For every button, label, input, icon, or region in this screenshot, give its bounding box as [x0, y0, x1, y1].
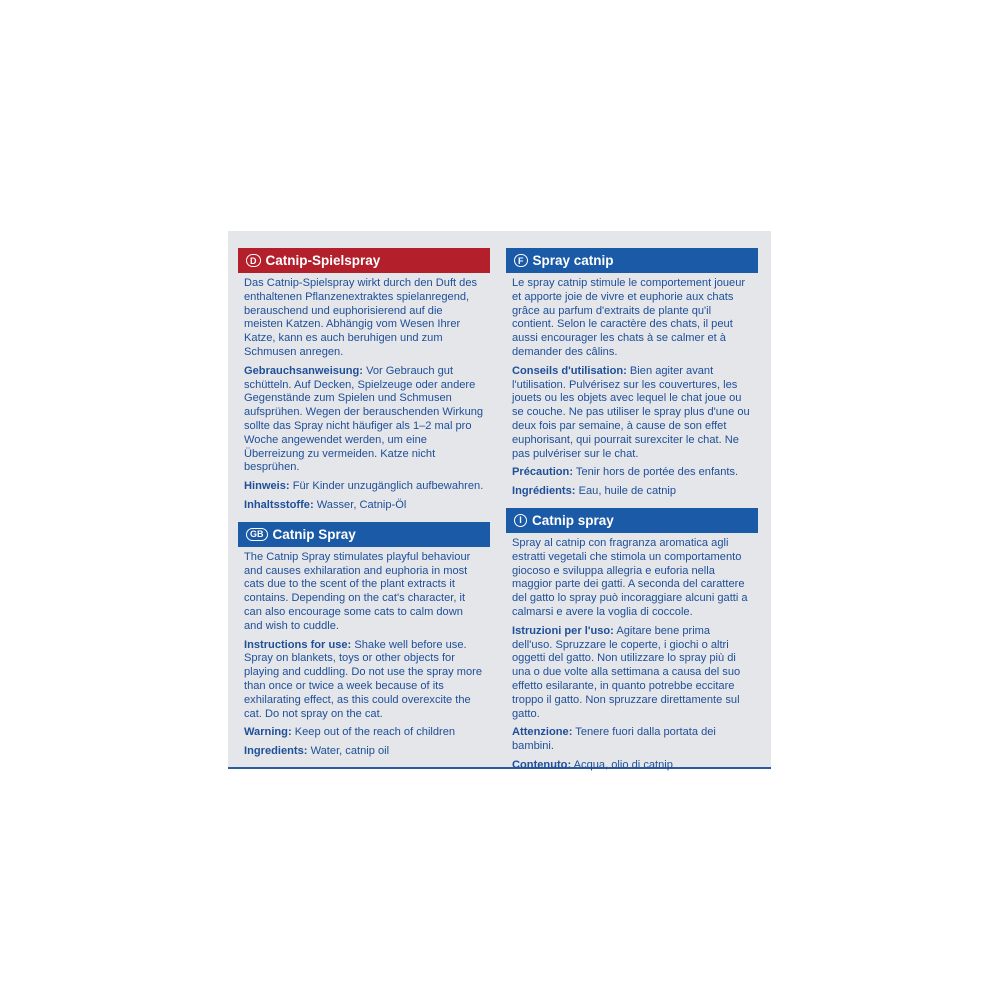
- section-gb-ingredients-label: Ingredients:: [244, 745, 308, 758]
- section-gb-warning: [244, 726, 484, 740]
- section-fr: [506, 248, 758, 499]
- country-badge-gb: GB: [246, 528, 268, 541]
- section-fr-ingredients: [512, 485, 752, 499]
- section-it-intro: Spray al catnip con fragranza aromatica agli estratti vegetali che stimola un comportamento giocoso e sviluppa allegria e euforia nella maggior parte dei gatti. A seconda del carattere del gatto lo spray può incoraggiare alcuni gatti a calmarsi e avere la voglia di coccole.: [512, 536, 748, 618]
- section-gb-ingredients-text: Water, catnip oil: [307, 745, 390, 758]
- section-fr-usage: [512, 365, 752, 462]
- section-gb-usage: [244, 639, 484, 722]
- section-de-header: [238, 248, 490, 273]
- section-gb-usage-label: Instructions for use:: [244, 638, 352, 651]
- section-gb-body: [238, 547, 490, 759]
- section-de-body: [238, 273, 490, 513]
- section-de-ingredients-text: Wasser, Catnip-Öl: [313, 498, 407, 511]
- section-gb-intro: The Catnip Spray stimulates playful behaviour and causes exhilaration and euphoria in most cats due to the scent of the plant extracts it contains. Depending on the cat's character, it can also encourage some cats to calm down and wish to cuddle.: [244, 550, 471, 632]
- section-it-warning: [512, 726, 752, 754]
- section-it-usage-label: Istruzioni per l'uso:: [512, 624, 614, 637]
- section-gb-header: [238, 522, 490, 547]
- section-it-warning-label: Attenzione:: [512, 726, 573, 739]
- section-de-warning-label: Hinweis:: [244, 480, 290, 493]
- section-fr-usage-label: Conseils d'utilisation:: [512, 364, 627, 377]
- section-it-usage-text: Agitare bene prima dell'uso. Spruzzare le coperte, i giochi o altri oggetti del gatto. Non utilizzare lo spray più di una o due volte alla settimana a causa del suo effetto esilarante, in quanto potrebbe eccitare troppo il gatto. Non spruzzare direttamente sul gatto.: [512, 624, 741, 720]
- country-badge-de: D: [246, 254, 261, 267]
- section-it-header: [506, 508, 758, 533]
- section-fr-ingredients-text: Eau, huile de catnip: [575, 485, 677, 498]
- section-fr-warning: [512, 466, 752, 480]
- right-column: [506, 248, 758, 782]
- section-it: [506, 508, 758, 773]
- section-gb-ingredients: [244, 745, 484, 759]
- section-fr-intro: Le spray catnip stimule le comportement joueur et apporte joie de vivre et euphorie aux chats grâce au parfum d'extraits de plante qu'il contient. Selon le caractère des chats, il peut aussi encourager les chats à se calmer et à demander des câlins.: [512, 277, 746, 358]
- section-gb: [238, 522, 490, 759]
- section-it-ingredients: [512, 759, 752, 773]
- section-de: [238, 248, 490, 513]
- section-it-usage: [512, 625, 752, 722]
- section-fr-warning-label: Précaution:: [512, 466, 574, 479]
- section-fr-title: Spray catnip: [532, 253, 614, 268]
- section-fr-body: [506, 273, 758, 499]
- section-it-body: [506, 533, 758, 773]
- section-fr-ingredients-label: Ingrédients:: [512, 485, 576, 498]
- section-de-usage: [244, 365, 484, 475]
- section-fr-warning-text: Tenir hors de portée des enfants.: [573, 466, 739, 479]
- section-it-ingredients-label: Contenuto:: [512, 758, 572, 771]
- section-gb-title: Catnip Spray: [272, 526, 356, 542]
- product-label-panel: [228, 231, 771, 769]
- section-fr-header: [506, 248, 758, 273]
- section-de-ingredients-label: Inhaltsstoffe:: [244, 498, 314, 511]
- section-de-usage-text: Vor Gebrauch gut schütteln. Auf Decken, Spielzeuge oder andere Gegenstände zum Spielen und Schmusen aufsprühen. Wegen der berauschenden Wirkung sollte das Spray nicht häufiger als 1–2 mal pro Woche angewendet werden, um eine Überreizung zu vermeiden. Katze nicht besprühen.: [244, 364, 484, 474]
- country-badge-fr: F: [514, 254, 528, 267]
- section-gb-usage-text: Shake well before use. Spray on blankets, toys or other objects for playing and cuddling. Do not use the spray more than once or twice a week because of its exhilarating effect, as this could overexcite the cat. Do not spray on the cat.: [244, 638, 483, 720]
- section-it-ingredients-text: Acqua, olio di catnip: [571, 758, 673, 771]
- section-gb-warning-label: Warning:: [244, 726, 292, 739]
- section-de-warning: [244, 480, 484, 494]
- section-gb-warning-text: Keep out of the reach of children: [291, 726, 456, 739]
- section-it-warning-text: Tenere fuori dalla portata dei bambini.: [512, 726, 716, 753]
- left-column: [238, 248, 490, 768]
- section-de-ingredients: [244, 499, 484, 513]
- section-de-usage-label: Gebrauchsanweisung:: [244, 364, 363, 377]
- country-badge-it: I: [514, 514, 527, 527]
- section-it-title: Catnip spray: [532, 512, 614, 528]
- section-de-warning-text: Für Kinder unzugänglich aufbewahren.: [289, 480, 484, 493]
- section-de-title: Catnip-Spielspray: [265, 253, 381, 268]
- section-de-intro: Das Catnip-Spielspray wirkt durch den Duft des enthaltenen Pflanzenextraktes spielanregend, berauschend und euphorisierend auf die meisten Katzen. Abhängig vom Wesen Ihrer Katze, kann es auch beruhigen und zum Schmusen anregen.: [244, 277, 478, 358]
- section-fr-usage-text: Bien agiter avant l'utilisation. Pulvérisez sur les couvertures, les jouets ou les objets avec lequel le chat joue ou se couche. Ne pas utiliser le spray plus d'une ou deux fois par semaine, à cause de son effet euphorisant, qui pourrait surexciter le chat. Ne pas pulvériser sur le chat.: [512, 364, 750, 460]
